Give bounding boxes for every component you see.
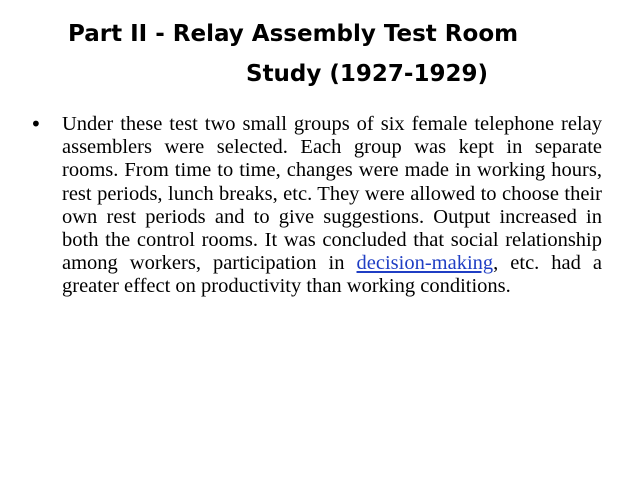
bullet-list (30, 113, 602, 299)
decision-making-link[interactable]: decision-making (356, 252, 494, 275)
bullet-paragraph (62, 113, 602, 299)
paragraph-text-after-link: , etc. had a greater effect on productivity than working conditions. (62, 252, 602, 298)
paragraph-text-before-link: Under these test two small groups of six female telephone relay assemblers were selected. Each group was kept in separate rooms. From time to time, changes were made in working hours, rest periods, lunch breaks, etc. They were allowed to choose their own rest periods and to give suggestions. Output increased in both the control rooms. It was concluded that social relationship among workers, participation in (62, 113, 602, 275)
bullet-item (30, 113, 602, 299)
bullet-icon: • (30, 112, 42, 136)
title-line-1: Part II - Relay Assembly Test Room (68, 21, 519, 47)
title-line-2: Study (1927-1929) (246, 61, 488, 87)
slide-title (40, 14, 598, 94)
